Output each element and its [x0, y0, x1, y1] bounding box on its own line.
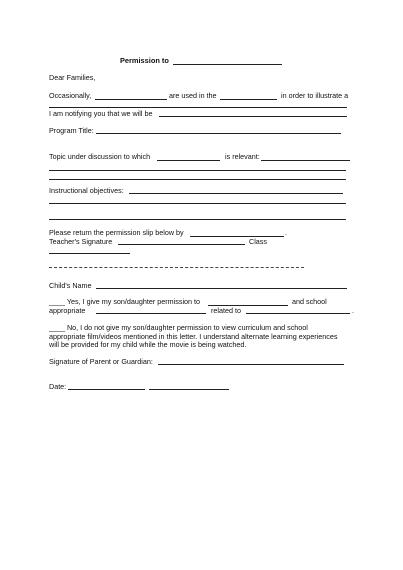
illustrate-blank[interactable]	[49, 107, 347, 108]
return-period: .	[285, 228, 287, 237]
return-date-blank[interactable]	[190, 236, 284, 237]
occasionally-text: Occasionally,	[49, 91, 92, 100]
notifying-blank[interactable]	[159, 116, 347, 117]
class-label: Class	[249, 237, 267, 246]
teacher-signature-label: Teacher's Signature	[49, 237, 113, 246]
return-slip-text: Please return the permission slip below by	[49, 228, 184, 237]
date-field-1[interactable]	[68, 389, 145, 390]
form-title: Permission to	[120, 56, 169, 65]
yes-and-school-text: and school	[292, 297, 327, 306]
teacher-signature-field[interactable]	[118, 244, 245, 245]
parent-signature-label: Signature of Parent or Guardian:	[49, 357, 153, 366]
childs-name-label: Child's Name	[49, 281, 92, 290]
topic-text: Topic under discussion to which	[49, 152, 151, 161]
yes-option-text[interactable]: ____ Yes, I give my son/daughter permission to	[49, 297, 201, 306]
title-blank[interactable]	[173, 64, 282, 65]
no-option-text[interactable]: ____ No, I do not give my son/daughter permission to view curriculum and school	[49, 323, 308, 332]
parent-signature-field[interactable]	[158, 364, 344, 365]
childs-name-field[interactable]	[96, 288, 347, 289]
cut-line	[49, 267, 304, 268]
topic-line-3[interactable]	[49, 179, 346, 180]
yes-related-text: related to	[211, 306, 241, 315]
used-in-text: are used in the	[169, 91, 217, 100]
topic-blank[interactable]	[157, 160, 220, 161]
objectives-field[interactable]	[129, 193, 343, 194]
class-field[interactable]	[49, 253, 130, 254]
used-in-blank[interactable]	[220, 99, 277, 100]
topic-relevant-blank[interactable]	[261, 160, 350, 161]
yes-period: .	[352, 306, 354, 315]
date-field-2[interactable]	[149, 389, 229, 390]
topic-line-2[interactable]	[49, 170, 346, 171]
occasionally-blank[interactable]	[95, 99, 167, 100]
notifying-text: I am notifying you that we will be	[49, 109, 153, 118]
salutation: Dear Families,	[49, 73, 96, 82]
program-title-field[interactable]	[96, 133, 341, 134]
in-order-text: in order to illustrate a	[281, 91, 349, 100]
objectives-line-2[interactable]	[49, 203, 346, 204]
date-label: Date:	[49, 382, 67, 391]
yes-related-blank[interactable]	[246, 313, 350, 314]
objectives-line-3[interactable]	[49, 219, 346, 220]
no-option-text-2: appropriate film/videos mentioned in this letter. I understand alternate learning experiences	[49, 332, 338, 341]
objectives-label: Instructional objectives:	[49, 186, 124, 195]
yes-appropriate-blank[interactable]	[96, 313, 206, 314]
topic-relevant-text: is relevant:	[225, 152, 260, 161]
yes-appropriate-text: appropriate	[49, 306, 86, 315]
program-title-label: Program Title:	[49, 126, 94, 135]
no-option-text-3: will be provided for my child while the movie is being watched.	[49, 340, 247, 349]
